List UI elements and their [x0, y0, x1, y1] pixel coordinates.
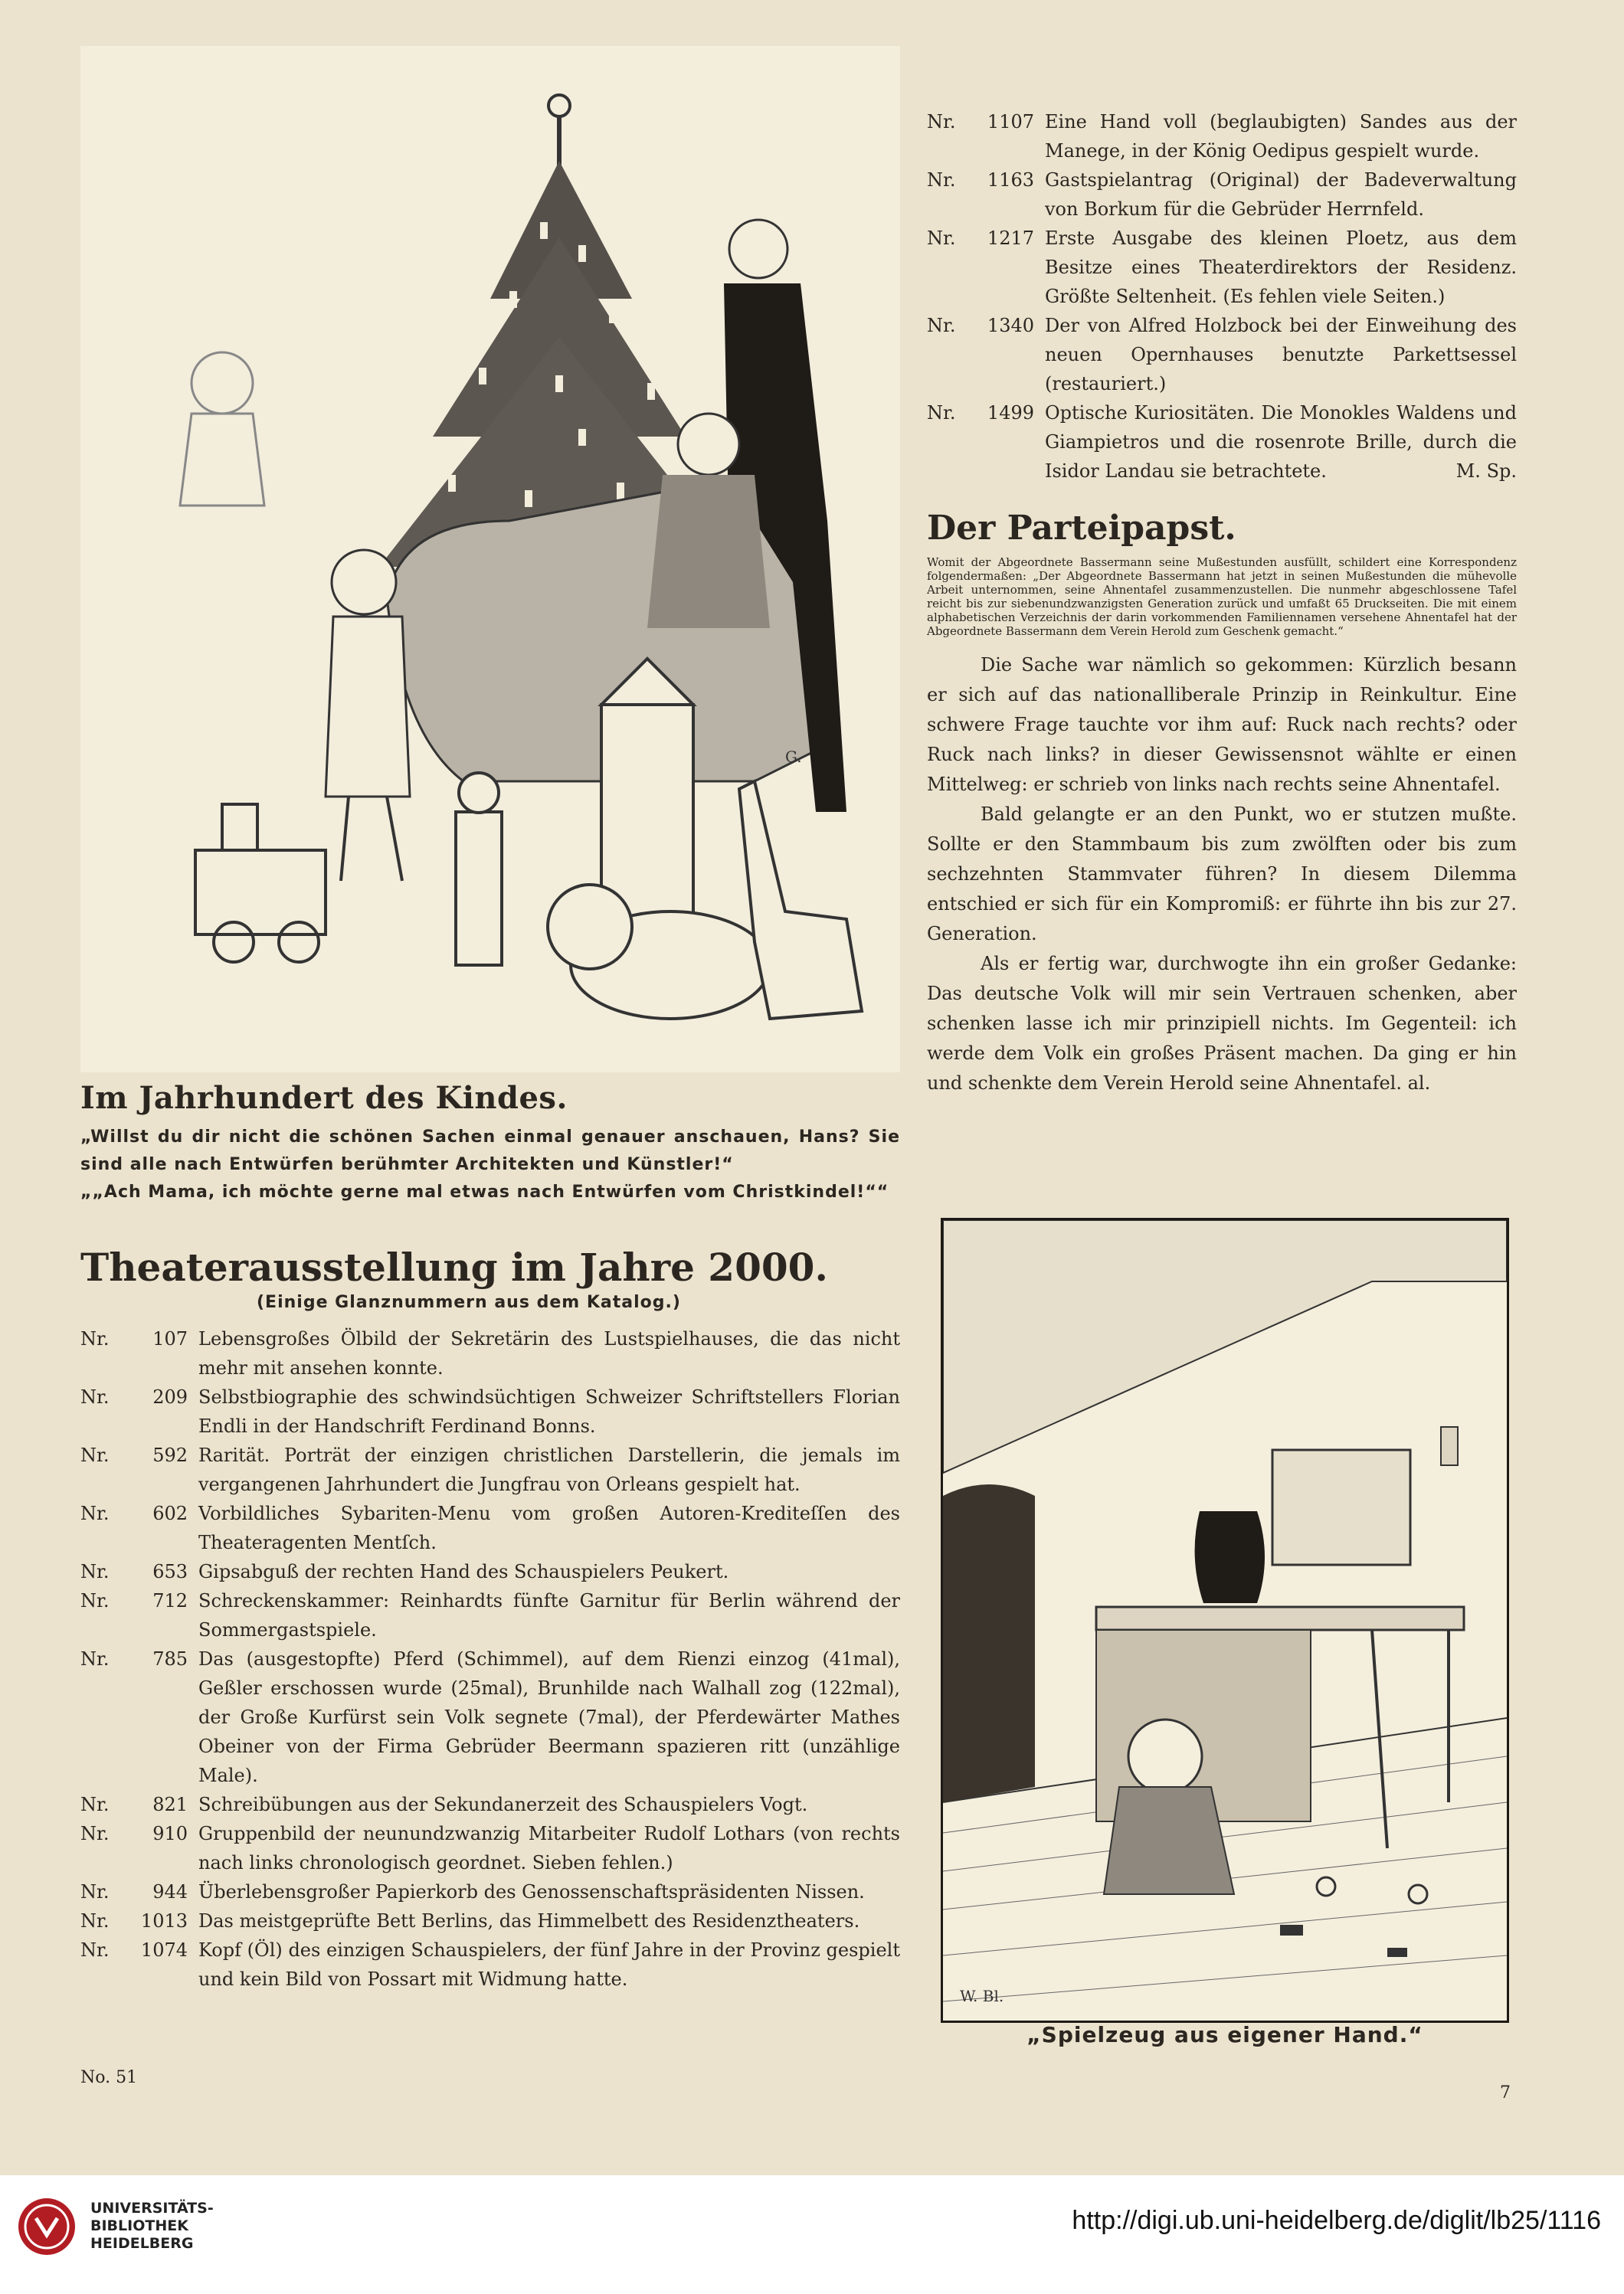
article-paragraph: Als er fertig war, durchwogte ihn ein großer Gedanke: Das deutsche Volk will mir sein Vertrauen schenken, aber schenken lasse ich mir prinzipiell nichts. Im Gegenteil: ich werde dem Volk ein großes Präsent machen. Da ging er hin und schenkte dem Verein Herold seine Ahnentafel. al. [927, 953, 1517, 1094]
issue-label: No. 51 [80, 2068, 138, 2087]
list-item: Nr. 1217 Erste Ausgabe des kleinen Ploetz, aus dem Besitze eines Theaterdirektors der Residenz. Größte Seltenheit. (Es fehlen viele Seiten.) [927, 227, 1517, 307]
right-column [927, 107, 1517, 1098]
cartoon-caption-line-1: „Willst du dir nicht die schönen Sachen einmal genauer anschauen, Hans? Sie sind alle nach Entwürfen berühmter Architekten und Künstler!“ [80, 1127, 900, 1174]
author-signature: M. Sp. [1455, 460, 1517, 482]
list-item: Nr. 910 Gruppenbild der neunundzwanzig Mitarbeiter Rudolf Lothars (von rechts nach links chronologisch geordnet. Sieben fehlen.) [80, 1823, 900, 1873]
list-item: Nr. 1074 Kopf (Öl) des einzigen Schauspielers, der fünf Jahre in der Provinz gespielt und kein Bild von Possart mit Widmung hatte. [80, 1939, 900, 1990]
list-item: Nr. 944 Überlebensgroßer Papierkorb des Genossenschaftspräsidenten Nissen. [80, 1881, 865, 1903]
page-number: 7 [1500, 2083, 1511, 2103]
author-signature: al. [1407, 1072, 1431, 1094]
list-item: Nr. 1499 Optische Kuriositäten. Die Monokles Waldens und Giampietros und die rosenrote Brille, durch die Isidor Landau sie betrachtete. M. Sp. [927, 398, 1517, 486]
article-paragraph: Bald gelangte er an den Punkt, wo er stutzen mußte. Sollte er den Stammbaum bis zum zwölften oder bis zum sechzehnten Stammvater führen? In diesem Dilemma entschied er sich für ein Kompromiß: er führte ihn bis zur 27. Generation. [927, 803, 1517, 944]
cartoon-title: Im Jahrhundert des Kindes. [80, 1080, 568, 1116]
article-intro: Womit der Abgeordnete Bassermann seine Mußestunden ausfüllt, schildert eine Korrespondenz folgendermaßen: „Der Abgeordnete Bassermann hat jetzt in seinen Mußestunden die mühevolle Arbeit unternommen, seine Ahnentafel zusammenzustellen. Die nunmehr abgeschlossene Tafel reicht bis zur siebenundzwanzigsten Generation zurück und umfaßt 65 Druckseiten. Die mit einem alphabetischen Verzeichnis der darin vorkommenden Familiennamen versehene Ahnentafel hat der Abgeordnete Bassermann dem Verein Herold zum Geschenk gemacht.“ [927, 555, 1517, 638]
list-item: Nr. 653 Gipsabguß der rechten Hand des Schauspielers Peukert. [80, 1561, 729, 1582]
section-title: Theaterausstellung im Jahre 2000. [80, 1245, 828, 1290]
list-item: Nr. 1340 Der von Alfred Holzbock bei der Einweihung des neuen Opernhauses benutzte Parkettsessel (restauriert.) [927, 315, 1517, 394]
illustration-signature: W. Bl. [960, 1987, 1004, 2005]
toy-room-illustration [941, 1218, 1509, 2023]
left-column [80, 46, 900, 1994]
list-item: Nr. 821 Schreibübungen aus der Sekundanerzeit des Schauspielers Vogt. [80, 1794, 808, 1815]
list-item: Nr. 1163 Gastspielantrag (Original) der Badeverwaltung von Borkum für die Gebrüder Herrnfeld. [927, 169, 1517, 220]
illustration-caption: „Spielzeug aus eigener Hand.“ [1026, 2022, 1423, 2047]
list-item: Nr. 1013 Das meistgeprüfte Bett Berlins, das Himmelbett des Residenztheaters. [80, 1910, 860, 1932]
christmas-tree-illustration [80, 46, 900, 1072]
article-paragraph: Die Sache war nämlich so gekommen: Kürzlich besann er sich auf das nationalliberale Prinzip in Reinkultur. Eine schwere Frage tauchte vor ihm auf: Ruck nach rechts? oder Ruck nach links? in dieser Gewissensnot wählte er einen Mittelweg: er schrieb von links nach rechts seine Ahnentafel. [927, 654, 1517, 795]
catalog-list-continued [927, 107, 1517, 486]
list-item: Nr. 209 Selbstbiographie des schwindsüchtigen Schweizer Schriftstellers Florian Endli in der Handschrift Ferdinand Bonns. [80, 1386, 900, 1437]
list-item: Nr. 592 Rarität. Porträt der einzigen christlichen Darstellerin, die jemals im vergangenen Jahrhundert die Jungfrau von Orleans gespielt hat. [80, 1445, 900, 1495]
university-seal-icon [17, 2197, 77, 2256]
list-item: Nr. 785 Das (ausgestopfte) Pferd (Schimmel), auf dem Rienzi einzog (41mal), Geßler erschossen wurde (25mal), Brunhilde nach Walhall zog (122mal), der Große Kurfürst sein Volk segnete (7mal), der Pferdewärter Mathes Obeiner von der Firma Gebrüder Beermann spazieren ritt (unzählige Male). [80, 1648, 900, 1786]
cartoon-caption-line-2: „„Ach Mama, ich möchte gerne mal etwas nach Entwürfen vom Christkindel!““ [80, 1183, 889, 1202]
catalog-list [80, 1324, 900, 1994]
article-title: Der Parteipapst. [927, 509, 1236, 548]
source-url: http://digi.ub.uni-heidelberg.de/diglit/lb25/1116 [1072, 2206, 1601, 2235]
list-item: Nr. 712 Schreckenskammer: Reinhardts fünfte Garnitur für Berlin während der Sommergastspiele. [80, 1590, 900, 1641]
list-item: Nr. 107 Lebensgroßes Ölbild der Sekretärin des Lustspielhauses, die das nicht mehr mit ansehen konnte. [80, 1328, 900, 1379]
list-item: Nr. 602 Vorbildliches Sybariten-Menu vom großen Autoren-Krediteſſen des Theateragenten Mentſch. [80, 1503, 900, 1553]
library-name: UNIVERSITÄTS- BIBLIOTHEK HEIDELBERG [90, 2200, 214, 2252]
section-subtitle: (Einige Glanznummern aus dem Katalog.) [257, 1293, 681, 1312]
library-footer-bar [0, 2175, 1624, 2294]
illustration-signature: G. [785, 748, 802, 766]
list-item: Nr. 1107 Eine Hand voll (beglaubigten) Sandes aus der Manege, in der König Oedipus gespielt wurde. [927, 111, 1517, 162]
